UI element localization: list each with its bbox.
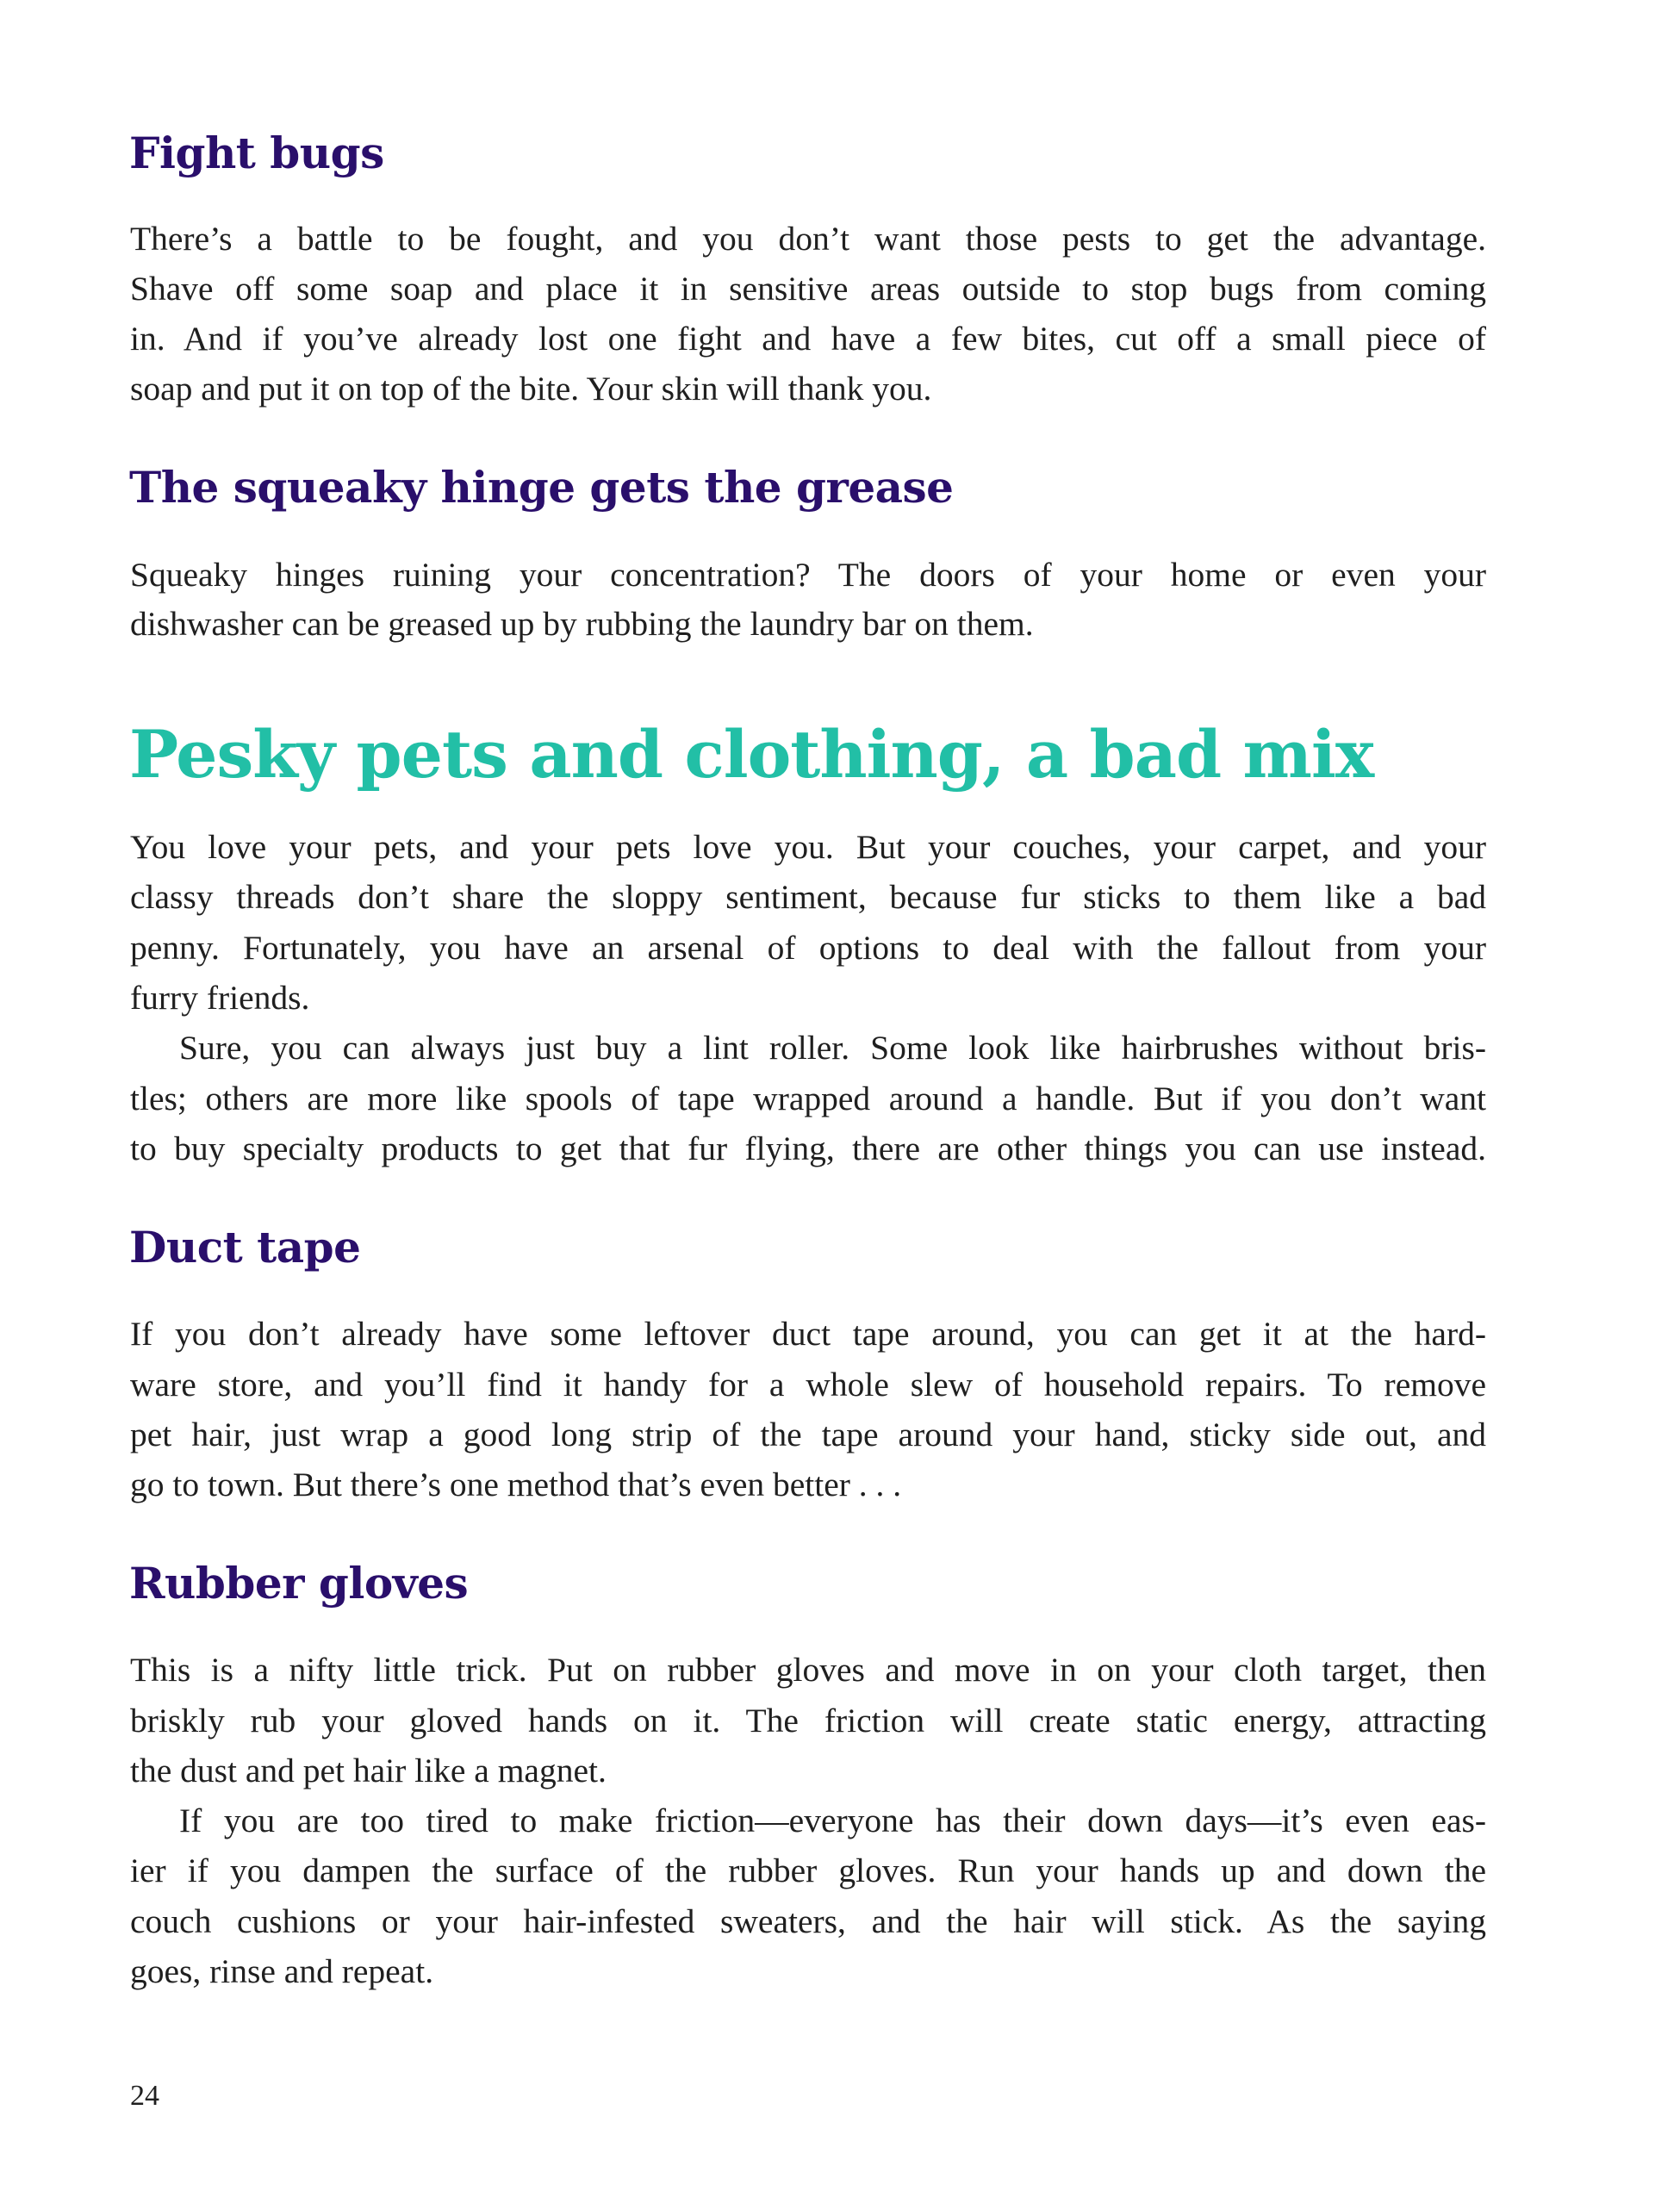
paragraph-line: the dust and pet hair like a magnet.	[130, 1752, 607, 1789]
page-number: 24	[130, 2080, 159, 2112]
paragraph-line: If you are too tired to make friction—everyone has their down days—it’s even eas-	[179, 1804, 1486, 1839]
paragraph-line: ier if you dampen the surface of the rubber gloves. Run your hands up and down the	[130, 1854, 1486, 1889]
chapter-heading-pesky-pets: Pesky pets and clothing, a bad mix	[129, 716, 1374, 793]
paragraph-line: You love your pets, and your pets love you. But your couches, your carpet, and your	[130, 831, 1486, 866]
paragraph-line: soap and put it on top of the bite. Your skin will thank you.	[130, 370, 932, 408]
paragraph-line: dishwasher can be greased up by rubbing the laundry bar on them.	[130, 605, 1034, 643]
paragraph-line: to buy specialty products to get that fur flying, there are other things you can use instead.	[130, 1132, 1486, 1167]
paragraph-line: ware store, and you’ll find it handy for a whole slew of household repairs. To remove	[130, 1368, 1486, 1403]
paragraph-line: Sure, you can always just buy a lint roller. Some look like hairbrushes without bris-	[179, 1031, 1486, 1067]
paragraph-line: furry friends.	[130, 979, 310, 1017]
paragraph-line: goes, rinse and repeat.	[130, 1952, 434, 1990]
paragraph-line: If you don’t already have some leftover duct tape around, you can get it at the hard-	[130, 1317, 1486, 1353]
paragraph-line: briskly rub your gloved hands on it. The friction will create static energy, attracting	[130, 1704, 1486, 1740]
paragraph-line: in. And if you’ve already lost one fight and have a few bites, cut off a small piece of	[130, 322, 1486, 358]
paragraph-line: Shave off some soap and place it in sensitive areas outside to stop bugs from coming	[130, 272, 1486, 308]
section-heading-squeaky-hinge: The squeaky hinge gets the grease	[129, 462, 954, 513]
paragraph-line: tles; others are more like spools of tape wrapped around a handle. But if you don’t want	[130, 1082, 1486, 1117]
section-heading-rubber-gloves: Rubber gloves	[129, 1558, 469, 1609]
paragraph-line: penny. Fortunately, you have an arsenal of options to deal with the fallout from your	[130, 931, 1486, 967]
paragraph-line: classy threads don’t share the sloppy sentiment, because fur sticks to them like a bad	[130, 881, 1486, 916]
section-heading-duct-tape: Duct tape	[129, 1222, 361, 1273]
paragraph-line: go to town. But there’s one method that’s even better . . .	[130, 1466, 902, 1503]
paragraph-line: There’s a battle to be fought, and you don’t want those pests to get the advantage.	[130, 222, 1486, 258]
paragraph-line: pet hair, just wrap a good long strip of the tape around your hand, sticky side out, and	[130, 1418, 1486, 1453]
section-heading-fight-bugs: Fight bugs	[129, 128, 384, 178]
paragraph-line: Squeaky hinges ruining your concentration? The doors of your home or even your	[130, 558, 1486, 594]
paragraph-line: couch cushions or your hair-infested sweaters, and the hair will stick. As the saying	[130, 1905, 1486, 1940]
paragraph-line: This is a nifty little trick. Put on rubber gloves and move in on your cloth target, then	[130, 1653, 1486, 1689]
